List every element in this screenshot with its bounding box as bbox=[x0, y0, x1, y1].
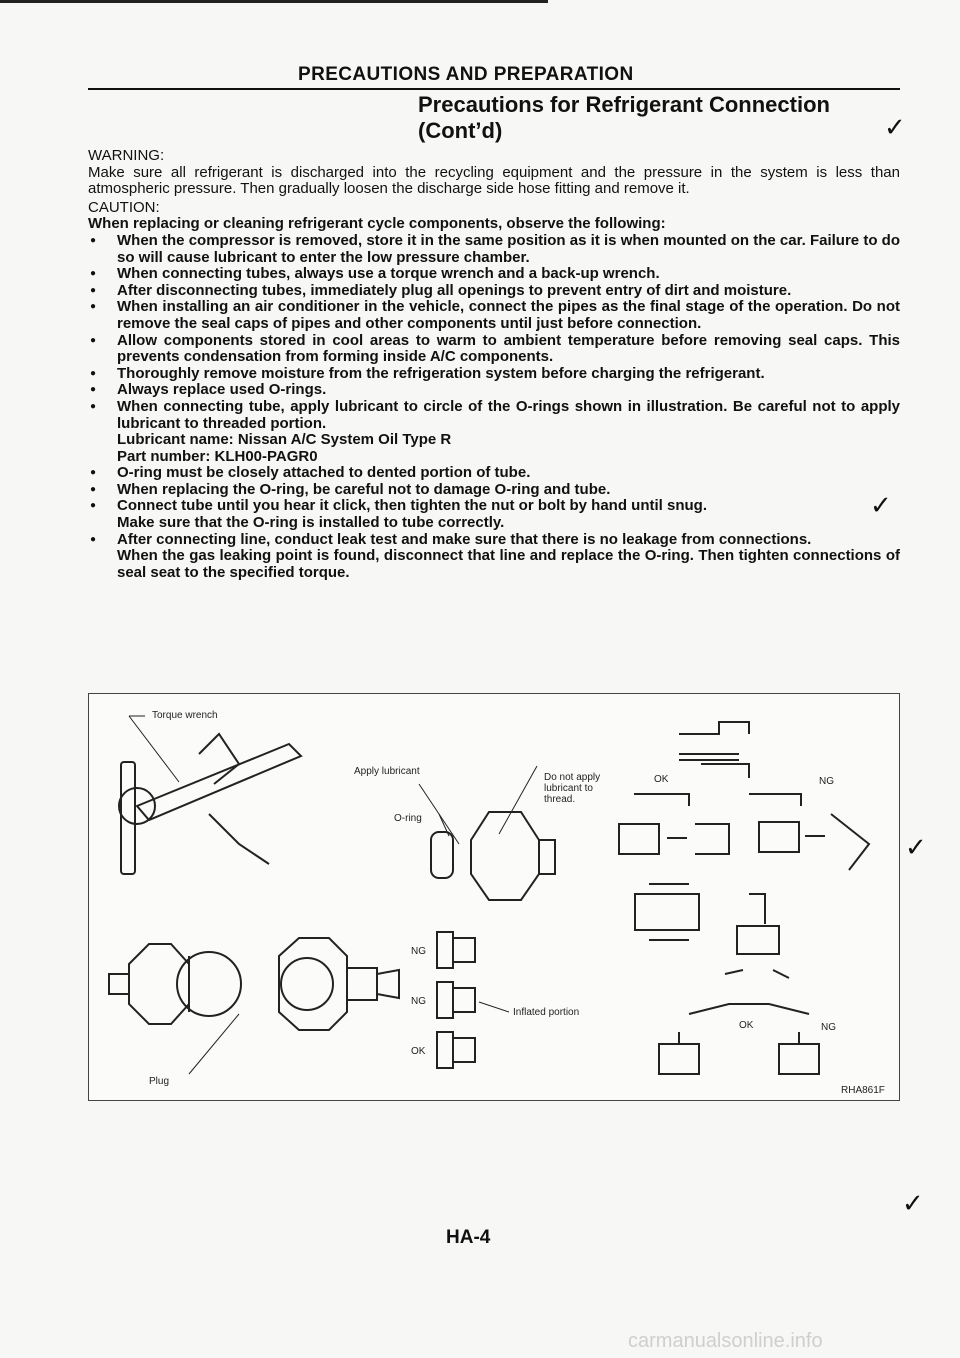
page-number: HA-4 bbox=[446, 1227, 491, 1248]
header-rule bbox=[88, 88, 900, 90]
caution-label: CAUTION: bbox=[88, 198, 160, 216]
leak-test-note: When the gas leaking point is found, disconnect that line and replace the O-ring. Then tighten connections of seal seat to the specified torque. bbox=[117, 547, 900, 581]
tube-end-examples bbox=[437, 932, 509, 1068]
refrigerant-connection-illustration bbox=[88, 693, 900, 1101]
section-subtitle: (Cont’d) bbox=[418, 118, 503, 143]
torque-wrench-label: Torque wrench bbox=[152, 710, 218, 721]
warning-text: Make sure all refrigerant is discharged into the recycling equipment and the pressure in the system is less than atmospheric pressure. Then gradually loosen the discharge side hose fitting and remove it. bbox=[88, 163, 900, 198]
source-watermark: carmanualsonline.info bbox=[628, 1330, 823, 1352]
nut-fitting-drawing bbox=[279, 938, 399, 1030]
list-item: ● After disconnecting tubes, immediately plug all openings to prevent entry of dirt and moisture. bbox=[88, 283, 900, 300]
margin-check-mark-icon: ✓ bbox=[884, 112, 906, 142]
ok-label: OK bbox=[411, 1046, 426, 1057]
margin-check-mark-icon: ✓ bbox=[902, 1188, 924, 1218]
list-item: ● When connecting tube, apply lubricant to circle of the O-rings shown in illustration. Be careful not to apply lubricant to threaded portion. Lubricant name: Nissan A/C System Oil Type R Part number: KLH00-PAGR0 bbox=[88, 399, 900, 465]
page-header-title: PRECAUTIONS AND PREPARATION bbox=[298, 64, 634, 85]
illustration-drawing bbox=[89, 694, 901, 1102]
apply-lubricant-label: Apply lubricant bbox=[354, 766, 420, 777]
caution-intro: When replacing or cleaning refrigerant cycle components, observe the following: bbox=[88, 215, 666, 233]
list-item: ● O-ring must be closely attached to dented portion of tube. bbox=[88, 465, 900, 482]
figure-id: RHA861F bbox=[841, 1085, 885, 1096]
ng-label: NG bbox=[821, 1022, 836, 1033]
list-item: ● Thoroughly remove moisture from the refrigeration system before charging the refrigerant. bbox=[88, 366, 900, 383]
do-not-apply-label-line1: Do not apply bbox=[544, 772, 601, 783]
ng-label: NG bbox=[819, 776, 834, 787]
part-number: Part number: KLH00-PAGR0 bbox=[117, 447, 318, 465]
list-item: ● Always replace used O-rings. bbox=[88, 382, 900, 399]
plug-fitting-drawing bbox=[109, 944, 241, 1074]
list-item: ● When connecting tubes, always use a torque wrench and a back-up wrench. bbox=[88, 266, 900, 283]
do-not-apply-label-line3: thread. bbox=[544, 794, 576, 805]
warning-label: WARNING: bbox=[88, 147, 165, 164]
ng-label: NG bbox=[411, 946, 426, 957]
lubricant-name: Lubricant name: Nissan A/C System Oil Type R bbox=[117, 431, 452, 449]
caution-list bbox=[88, 233, 900, 581]
ok-label: OK bbox=[654, 774, 669, 785]
section-title: Precautions for Refrigerant Connection bbox=[418, 92, 830, 117]
o-ring-fitting-drawing bbox=[419, 766, 555, 900]
o-ring-install-note: Make sure that the O-ring is installed to tube correctly. bbox=[117, 514, 505, 532]
ok-label: OK bbox=[739, 1020, 754, 1031]
margin-check-mark-icon: ✓ bbox=[870, 490, 892, 520]
precaution-text-body bbox=[88, 148, 900, 581]
margin-check-mark-icon: ✓ bbox=[905, 832, 927, 862]
o-ring-label: O-ring bbox=[394, 813, 422, 824]
list-item: ● Allow components stored in cool areas to warm to ambient temperature before removing seal caps. This prevents condensation from forming inside A/C components. bbox=[88, 333, 900, 366]
ng-label: NG bbox=[411, 996, 426, 1007]
plug-label: Plug bbox=[149, 1076, 170, 1087]
torque-wrench-drawing bbox=[119, 716, 301, 874]
list-item: ● When replacing the O-ring, be careful not to damage O-ring and tube. bbox=[88, 482, 900, 499]
list-item: ● When installing an air conditioner in the vehicle, connect the pipes as the final stage of the operation. Do not remove the seal caps of pipes and other components until just before connection. bbox=[88, 299, 900, 332]
inflated-portion-label: Inflated portion bbox=[513, 1007, 580, 1018]
list-item: ● When the compressor is removed, store it in the same position as it is when mounted on the car. Failure to do so will cause lubricant to enter the low pressure chamber. bbox=[88, 233, 900, 266]
list-item: ● After connecting line, conduct leak test and make sure that there is no leakage from connections. When the gas leaking point is found, disconnect that line and replace the O-ring. Then tighten connections of seal seat to the specified torque. bbox=[88, 532, 900, 582]
do-not-apply-label-line2: lubricant to bbox=[544, 783, 593, 794]
list-item: ● Connect tube until you hear it click, then tighten the nut or bolt by hand until snug. Make sure that the O-ring is installed to tube correctly. bbox=[88, 498, 900, 531]
top-border-line bbox=[0, 0, 548, 3]
